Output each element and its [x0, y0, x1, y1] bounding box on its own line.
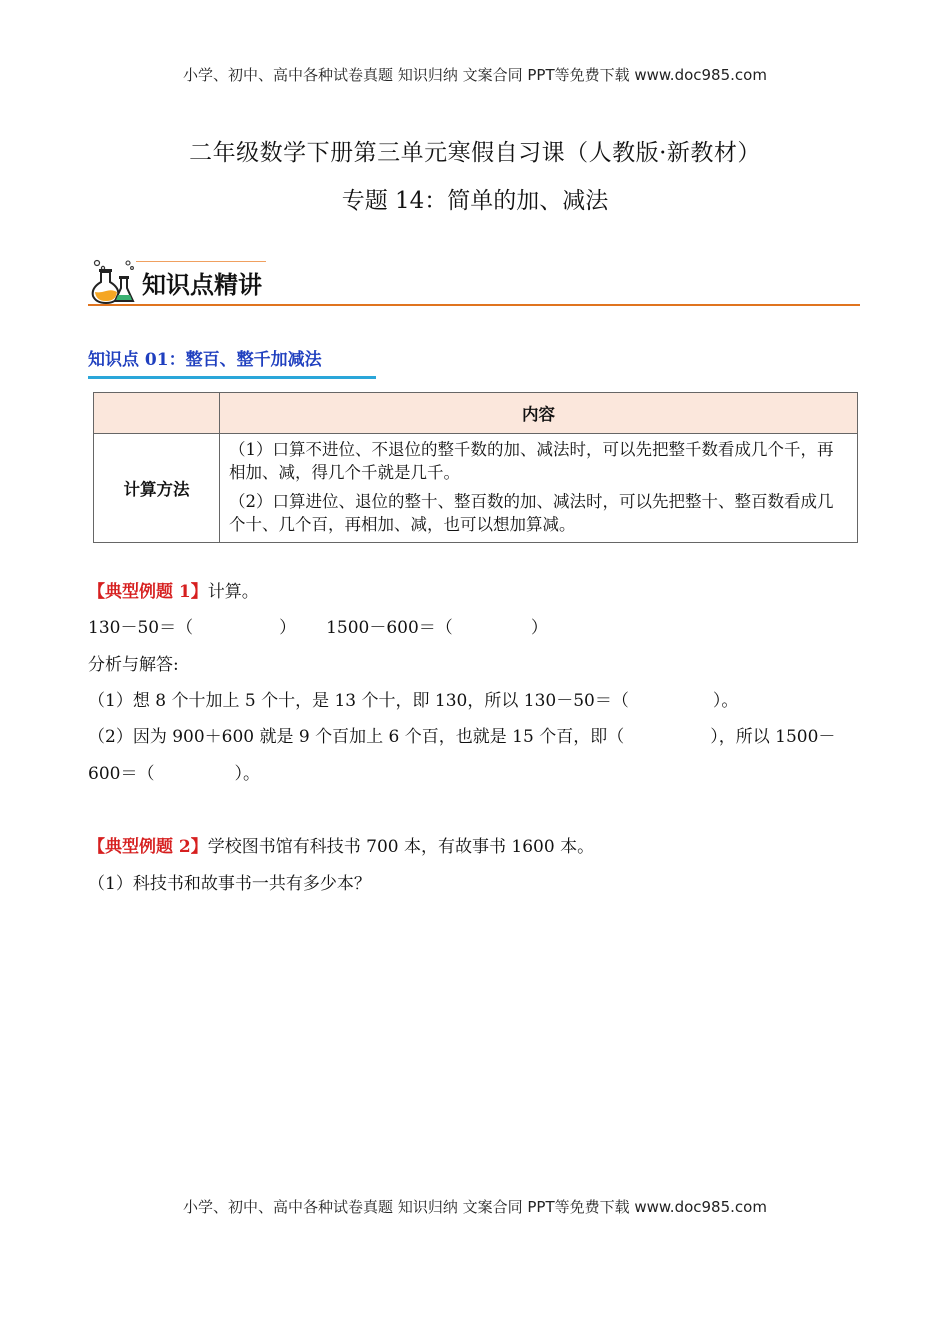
step2-close: ），所以 1500－ — [710, 727, 836, 747]
analysis-step-1 — [88, 686, 738, 711]
lab-flask-icon — [88, 258, 136, 304]
example2-tag: 【典型例题 2】 — [88, 837, 208, 857]
page-header: 小学、初中、高中各种试卷真题 知识归纳 文案合同 PPT等免费下载 www.doc985.com — [183, 66, 767, 84]
step2-text: （2）因为 900＋600 就是 9 个百加上 6 个百，也就是 15 个百，即（ — [88, 727, 625, 747]
banner-top-rule — [136, 261, 266, 262]
step1-text: （1）想 8 个十加上 5 个十，是 13 个十，即 130，所以 130－50＝（ — [88, 691, 629, 711]
step2-final-close: ）。 — [234, 764, 260, 784]
knowledge-point-title: 知识点 01：整百、整千加减法 — [88, 350, 322, 370]
method-paragraph-2: （2）口算进位、退位的整十、整百数的加、减法时，可以先把整十、整百数看成几个十、几个百，再相加、减，也可以想加算减。 — [229, 492, 834, 534]
step2-cont-text: 600＝（ — [88, 764, 155, 784]
example2-question-1: （1）科技书和故事书一共有多少本？ — [88, 874, 371, 894]
document-subtitle: 专题 14：简单的加、减法 — [341, 188, 609, 214]
expr2-close: ） — [530, 618, 548, 638]
knowledge-point-underline — [88, 376, 376, 379]
analysis-step-2-cont — [88, 759, 260, 784]
section-banner-label: 知识点精讲 — [142, 271, 262, 299]
expr1-close: ） — [279, 618, 297, 638]
table-corner-cell — [94, 393, 220, 434]
table-content-cell — [220, 434, 858, 543]
table-row — [94, 434, 858, 543]
expr2-text: 1500－600＝（ — [326, 618, 453, 638]
table-header-content: 内容 — [220, 393, 858, 434]
example1-prompt: 计算。 — [207, 582, 259, 602]
document-title: 二年级数学下册第三单元寒假自习课（人教版·新教材） — [189, 140, 761, 166]
section-banner — [88, 258, 860, 310]
example1-heading — [88, 577, 259, 602]
method-paragraph-1: （1）口算不进位、不退位的整千数的加、减法时，可以先把整千数看成几个千，再相加、减，得几个千就是几千。 — [229, 440, 834, 482]
banner-divider — [88, 304, 860, 306]
example2-heading — [88, 832, 594, 857]
method-table — [93, 392, 858, 543]
example2-prompt: 学校图书馆有科技书 700 本，有故事书 1600 本。 — [207, 837, 595, 857]
table-header-row — [94, 393, 858, 434]
example1-expressions — [88, 613, 548, 638]
analysis-label: 分析与解答: — [88, 655, 179, 675]
page-footer: 小学、初中、高中各种试卷真题 知识归纳 文案合同 PPT等免费下载 www.doc985.com — [183, 1198, 767, 1216]
analysis-step-2 — [88, 722, 835, 747]
example1-tag: 【典型例题 1】 — [88, 582, 208, 602]
table-row-label: 计算方法 — [94, 434, 220, 543]
step1-close: ）。 — [712, 691, 739, 711]
expr1-text: 130－50＝（ — [88, 618, 194, 638]
